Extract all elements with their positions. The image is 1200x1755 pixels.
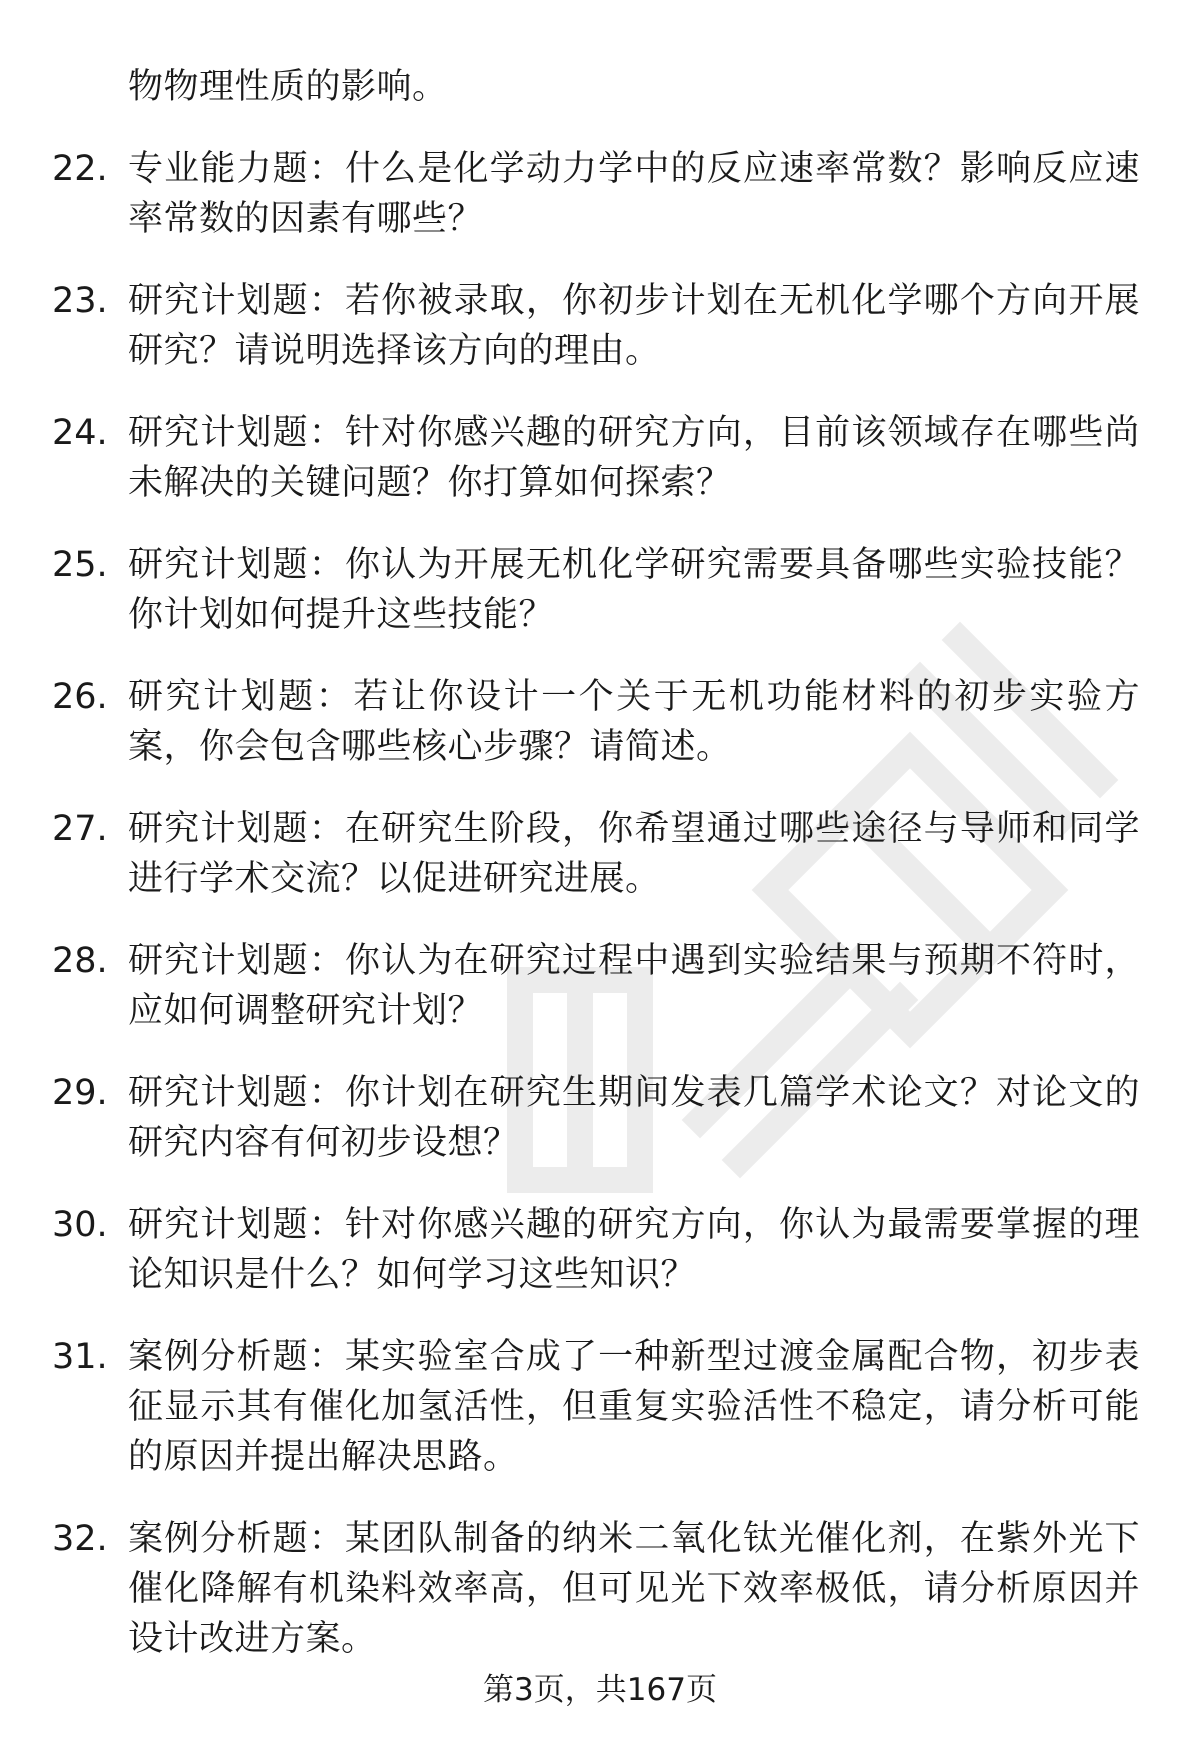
list-item (52, 540, 1142, 640)
question-number: 22. (52, 149, 108, 189)
continued-text: 物物理性质的影响。 (128, 67, 448, 107)
question-text: 研究计划题：若你被录取，你初步计划在无机化学哪个方向开展研究？请说明选择该方向的理由。 (128, 281, 1140, 371)
question-number: 25. (52, 545, 108, 585)
list-item (52, 276, 1142, 376)
question-number: 28. (52, 941, 108, 981)
question-list (52, 62, 1142, 1696)
list-item (52, 1068, 1142, 1168)
list-item (52, 408, 1142, 508)
question-text: 研究计划题：针对你感兴趣的研究方向，目前该领域存在哪些尚未解决的关键问题？你打算如何探索？ (128, 413, 1140, 503)
question-number: 24. (52, 413, 108, 453)
question-text: 研究计划题：你计划在研究生期间发表几篇学术论文？对论文的研究内容有何初步设想？ (128, 1073, 1140, 1163)
list-item (52, 672, 1142, 772)
question-number: 26. (52, 677, 108, 717)
question-text: 研究计划题：你认为开展无机化学研究需要具备哪些实验技能？你计划如何提升这些技能？ (128, 545, 1140, 635)
question-number: 23. (52, 281, 108, 321)
question-number: 30. (52, 1205, 108, 1245)
question-text: 研究计划题：你认为在研究过程中遇到实验结果与预期不符时，应如何调整研究计划？ (128, 941, 1140, 1031)
question-text: 专业能力题：什么是化学动力学中的反应速率常数？影响反应速率常数的因素有哪些？ (128, 149, 1140, 239)
question-text: 案例分析题：某团队制备的纳米二氧化钛光催化剂，在紫外光下催化降解有机染料效率高，但可见光下效率极低，请分析原因并设计改进方案。 (128, 1519, 1140, 1659)
question-number: 31. (52, 1337, 108, 1377)
list-item (52, 1200, 1142, 1300)
question-number: 27. (52, 809, 108, 849)
question-text: 研究计划题：在研究生阶段，你希望通过哪些途径与导师和同学进行学术交流？以促进研究进展。 (128, 809, 1140, 899)
question-text: 案例分析题：某实验室合成了一种新型过渡金属配合物，初步表征显示其有催化加氢活性，但重复实验活性不稳定，请分析可能的原因并提出解决思路。 (128, 1337, 1140, 1477)
list-item (52, 144, 1142, 244)
list-item (52, 804, 1142, 904)
question-text: 研究计划题：针对你感兴趣的研究方向，你认为最需要掌握的理论知识是什么？如何学习这些知识？ (128, 1205, 1140, 1295)
list-item (52, 1332, 1142, 1482)
question-number: 32. (52, 1519, 108, 1559)
question-text: 研究计划题：若让你设计一个关于无机功能材料的初步实验方案，你会包含哪些核心步骤？请简述。 (128, 677, 1140, 767)
page-number: 第3页，共167页 (483, 1672, 717, 1708)
list-item (52, 1514, 1142, 1664)
list-item (52, 936, 1142, 1036)
question-number: 29. (52, 1073, 108, 1113)
